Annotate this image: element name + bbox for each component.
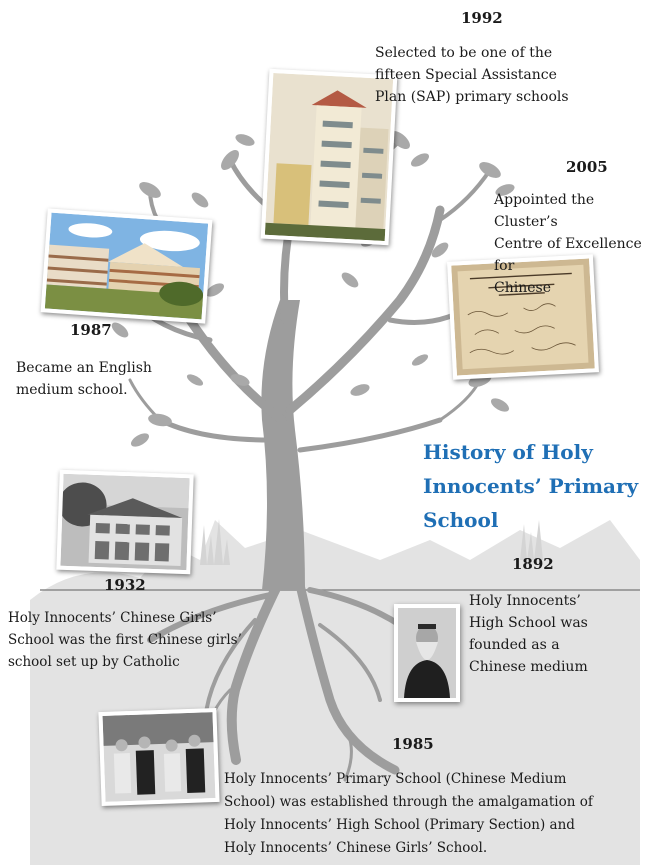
event-1985-line: Holy Innocents’ Chinese Girls’ School.	[224, 840, 488, 856]
title-line: School	[423, 508, 499, 532]
event-1992-line: Plan (SAP) primary schools	[375, 89, 569, 105]
event-1985-line: Holy Innocents’ Primary School (Chinese Medium	[224, 771, 567, 787]
modern-school-photo	[41, 208, 213, 323]
title-line: Innocents’ Primary	[423, 474, 639, 498]
year-1892: 1892	[512, 555, 554, 573]
event-1892-line: High School was	[469, 615, 588, 631]
event-1932-line: school set up by Catholic	[8, 654, 180, 670]
year-1987: 1987	[70, 321, 112, 339]
year-1932: 1932	[104, 576, 146, 594]
year-2005: 2005	[566, 158, 608, 176]
event-2005-line: Centre of Excellence for	[494, 236, 642, 274]
event-1992-line: Selected to be one of the	[375, 45, 553, 61]
event-1985-line: Holy Innocents’ High School (Primary Section) and	[224, 817, 575, 833]
year-1985: 1985	[392, 735, 434, 753]
event-1985-text	[224, 768, 654, 860]
event-2005-line: Chinese	[494, 280, 551, 296]
page-title	[423, 435, 658, 537]
event-1987-line: medium school.	[16, 382, 128, 398]
event-2005-text	[494, 189, 662, 299]
event-1987-text	[16, 357, 166, 401]
old-school-photo	[56, 470, 193, 575]
year-1992: 1992	[461, 9, 503, 27]
event-1932-line: Holy Innocents’ Chinese Girls’	[8, 610, 217, 626]
event-1932-line: School was the first Chinese girls’	[8, 632, 242, 648]
event-2005-line: Appointed the Cluster’s	[494, 192, 595, 230]
event-1992-text	[375, 42, 605, 108]
event-1892-line: Chinese medium	[469, 659, 588, 675]
event-1985-line: School) was established through the amalgamation of	[224, 794, 593, 810]
event-1932-text	[8, 607, 253, 673]
event-1992-line: fifteen Special Assistance	[375, 67, 557, 83]
event-1892-line: Holy Innocents’	[469, 593, 581, 609]
event-1987-line: Became an English	[16, 360, 152, 376]
event-1892-text	[469, 590, 619, 678]
event-1892-line: founded as a	[469, 637, 560, 653]
title-line: History of Holy	[423, 440, 593, 464]
group-photo	[98, 708, 219, 806]
priest-portrait-photo	[394, 604, 460, 702]
